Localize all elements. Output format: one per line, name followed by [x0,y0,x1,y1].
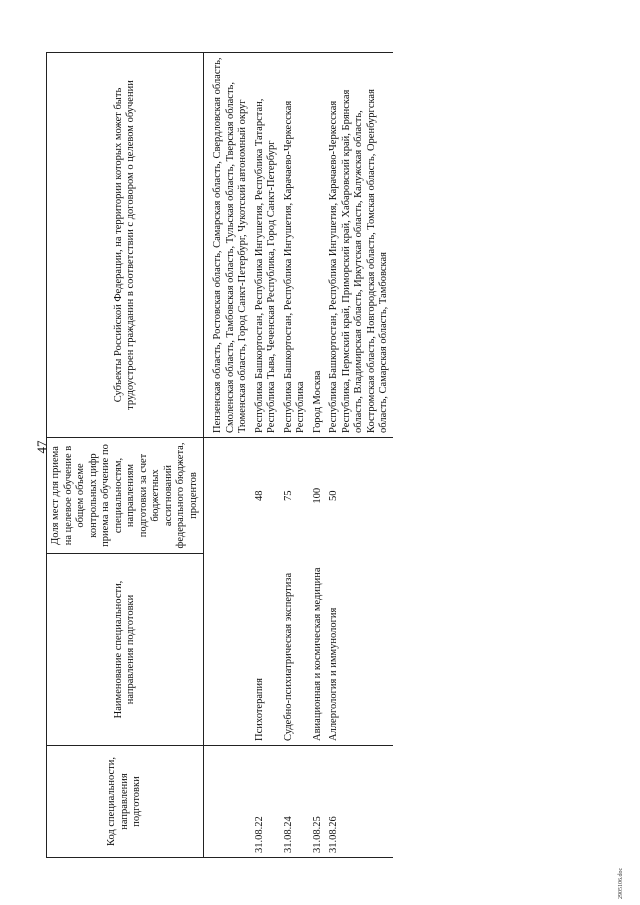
table-row [310,53,327,858]
header-name: Наименование специальности, направления подготовки [47,554,204,746]
cell-name: Судебно-психиатрическая экспертиза [281,554,310,746]
header-regions: Субъекты Российской Федерации, на территории которых может быть трудоустроен гражданин в соответствии с договором о целевом обучении [47,53,204,438]
cell-regions: Республика Башкортостан, Республика Ингушетия, Карачаево-Черкесская Республика [281,53,310,438]
page-number: 47 [34,440,49,454]
cell-regions: Республика Башкортостан, Республика Ингушетия, Карачаево-Черкесская Республика, Пермский край, Приморский край, Хабаровский край, Брянская область, Владимирская область, Иркутская область, Калужская область, Костромская область, Новгородская область, Томская область, Оренбургская область, Самарская область, Тамбовская [326,53,393,438]
cell-regions: Республика Башкортостан, Республика Ингушетия, Республика Татарстан, Республика Тыва, Чеченская Республика, Город Санкт-Петербург [252,53,281,438]
cell-name: Психотерапия [252,554,281,746]
cell-name [204,554,252,746]
header-code: Код специальности, направления подготовки [47,746,204,858]
table-body [204,53,393,858]
table-row [204,53,252,858]
cell-code: 31.08.26 [326,746,393,858]
cell-name: Аллергология и иммунология [326,554,393,746]
cell-code: 31.08.25 [310,746,327,858]
document-table [46,52,393,858]
cell-regions: Пензенская область, Ростовская область, Самарская область, Свердловская область, Смоленская область, Тамбовская область, Тульская область, Тверская область, Тюменская область, Город Санкт-Петербург, Чукотский автономный округ [204,53,252,438]
table-header [47,53,204,858]
table-row [252,53,281,858]
cell-percent: 48 [253,490,265,501]
cell-name: Авиационная и космическая медицина [310,554,327,746]
cell-regions: Город Москва [310,53,327,438]
header-percent: Доля мест для приема на целевое обучение в общем объеме контрольных цифр приема на обучение по специальностям, направлениям подготовки за счет бюджетных ассигнований федерального бюджета, процентов [47,438,204,554]
cell-code: 31.08.24 [281,746,310,858]
footer-file-code: 2905106.doc [618,867,624,899]
table-row [281,53,310,858]
cell-percent [204,438,252,554]
cell-code [204,746,252,858]
cell-percent: 75 [282,490,294,501]
header-row [47,53,204,858]
cell-percent: 100 [311,487,323,504]
cell-percent: 50 [328,490,339,501]
cell-code: 31.08.22 [252,746,281,858]
table-row [326,53,393,858]
